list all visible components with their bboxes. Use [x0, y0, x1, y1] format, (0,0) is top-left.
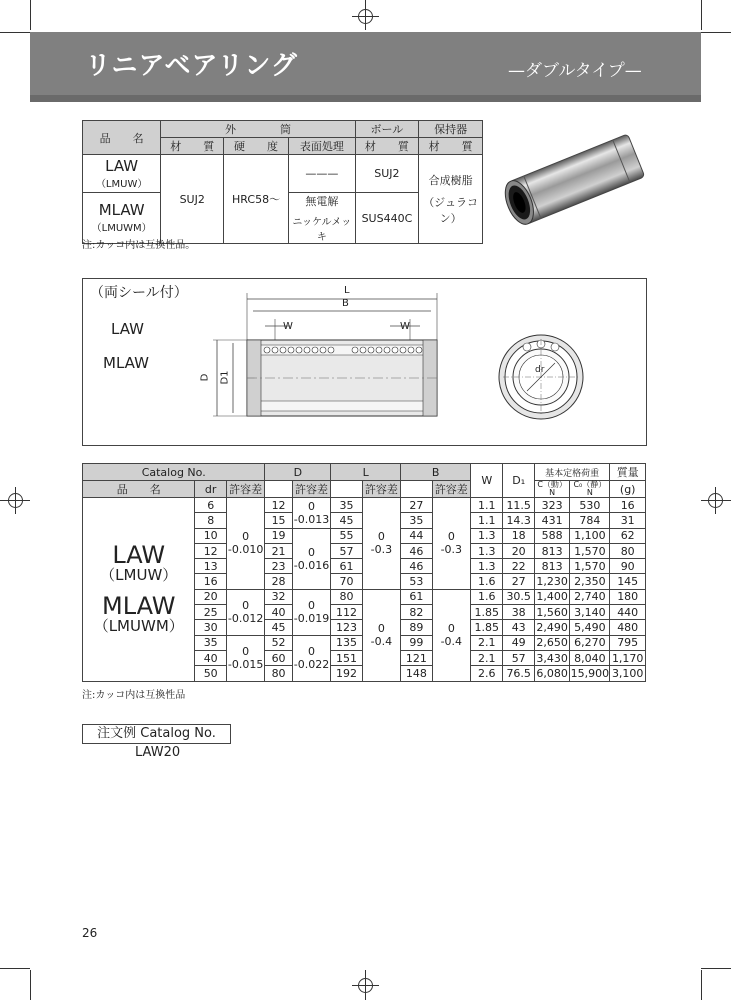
crop-mark — [30, 970, 31, 1000]
name-law — [83, 155, 161, 193]
registration-mark — [358, 978, 373, 993]
cell-C: 813 — [534, 559, 569, 574]
dim-label-W-right: W — [400, 321, 410, 332]
header-C-label: C（動） — [537, 480, 567, 489]
cell-dr: 10 — [195, 528, 226, 543]
cell-dr: 12 — [195, 543, 226, 558]
header-dr-tol: 許容差 — [226, 481, 265, 498]
cell-L: 151 — [331, 650, 362, 665]
cell-B: 61 — [401, 589, 432, 604]
cell-C0: 8,040 — [570, 650, 610, 665]
cell-D1: 49 — [503, 635, 534, 650]
name-mlaw-main: MLAW — [98, 201, 145, 219]
cell-D: 40 — [265, 605, 292, 620]
header-name: 品 名 — [83, 121, 161, 155]
page-number: 26 — [82, 926, 98, 940]
crop-mark — [701, 968, 731, 969]
name-law-sub: （LMUW） — [95, 178, 148, 190]
cell-L-tol — [362, 498, 401, 590]
dim-label-dr: dr — [535, 365, 545, 375]
surface-mlaw-line2: ニッケルメッキ — [292, 217, 352, 243]
header-D1: D₁ — [503, 464, 534, 498]
retainer-line1: 合成樹脂 — [428, 174, 473, 187]
cell-D1: 27 — [503, 574, 534, 589]
cell-D1: 30.5 — [503, 589, 534, 604]
cell-D1: 11.5 — [503, 498, 534, 513]
spec-table-body — [83, 498, 646, 682]
cell-mass: 440 — [610, 605, 646, 620]
name-mlaw-sub: （LMUWM） — [91, 223, 152, 234]
cell-dr-tol-upper: 0 — [242, 599, 250, 613]
cell-D1: 22 — [503, 559, 534, 574]
header-ball-material: 材 質 — [355, 138, 419, 155]
cell-D: 52 — [265, 635, 292, 650]
table-row — [83, 498, 646, 513]
cell-B: 35 — [401, 513, 432, 528]
cell-D1: 18 — [503, 528, 534, 543]
cell-dr: 6 — [195, 498, 226, 513]
cell-dr: 20 — [195, 589, 226, 604]
cell-C0: 15,900 — [570, 666, 610, 680]
cell-mass: 31 — [610, 513, 646, 528]
header-D: D — [265, 464, 331, 481]
cell-C: 1,400 — [536, 590, 568, 604]
product-name-cell — [83, 498, 195, 682]
cell-D-tol-upper: 0 — [308, 545, 315, 559]
cell-B: 46 — [401, 559, 432, 574]
cell-C0: 1,570 — [570, 559, 610, 574]
header-hardness: 硬 度 — [224, 138, 289, 155]
cell-mass: 62 — [610, 528, 646, 543]
cell-dr-tol-lower: -0.010 — [227, 543, 264, 557]
header-L: L — [331, 464, 401, 481]
cell-W: 1.6 — [471, 574, 503, 589]
cell-B-tol-lower: -0.4 — [440, 635, 463, 649]
cell-W: 1.3 — [471, 528, 503, 543]
cell-W: 2.1 — [471, 635, 503, 650]
cell-mass: 90 — [610, 559, 646, 574]
cell-D-tol-lower: -0.019 — [293, 612, 330, 626]
header-g: (g) — [610, 481, 646, 498]
cell-dr: 40 — [195, 650, 226, 665]
cell-D1: 38 — [503, 605, 534, 620]
cell-D-tol — [292, 589, 331, 635]
retainer-line2: （ジュラコン） — [423, 196, 478, 225]
order-example-box: 注文例 Catalog No. — [82, 724, 231, 744]
crop-mark — [0, 32, 30, 33]
bearing-photo — [495, 125, 655, 235]
material-table — [82, 120, 483, 244]
cell-C0: 6,270 — [570, 635, 610, 650]
product-name-law: LAW — [112, 541, 166, 570]
cell-D-tol-lower: -0.016 — [293, 558, 330, 572]
cell-L: 112 — [331, 605, 362, 620]
cell-C0: 1,570 — [570, 543, 610, 558]
product-name-law-sub: （LMUW） — [100, 566, 178, 585]
cell-dr: 35 — [195, 635, 226, 650]
ball-mlaw: SUS440C — [355, 193, 419, 244]
cell-B: 148 — [401, 666, 432, 681]
retainer — [419, 155, 483, 244]
cell-D: 32 — [265, 589, 292, 604]
cell-W: 1.6 — [471, 589, 503, 604]
cell-B: 53 — [401, 574, 432, 589]
cell-W: 1.1 — [471, 513, 503, 528]
cell-D: 15 — [265, 513, 292, 528]
cell-L: 192 — [331, 666, 362, 681]
header-D-blank — [265, 481, 292, 498]
cell-L: 35 — [331, 498, 362, 513]
cell-C0: 5,490 — [570, 620, 610, 635]
product-name-mlaw-sub: （LMUWM） — [93, 617, 184, 636]
cell-W: 1.85 — [471, 605, 503, 620]
header-surface: 表面処理 — [289, 138, 356, 155]
cell-D1: 20 — [503, 543, 534, 558]
cell-mass: 145 — [610, 574, 646, 589]
crop-mark — [701, 0, 702, 30]
cell-C0: 3,140 — [570, 605, 610, 620]
ball-law: SUJ2 — [355, 155, 419, 193]
cell-mass: 480 — [610, 620, 646, 635]
cell-mass: 1,170 — [610, 650, 646, 665]
cell-C: 323 — [534, 498, 569, 513]
cell-L: 80 — [331, 589, 362, 604]
cell-C0: 784 — [570, 513, 610, 528]
name-law-main: LAW — [105, 156, 139, 175]
header-C0 — [570, 481, 610, 498]
cell-dr-tol-lower: -0.015 — [227, 658, 264, 672]
crop-mark — [701, 32, 731, 33]
crop-mark — [701, 970, 702, 1000]
cell-D1: 43 — [503, 620, 534, 635]
header-outer: 外 筒 — [161, 121, 355, 138]
cell-dr: 50 — [195, 666, 226, 681]
cell-dr-tol-upper: 0 — [242, 530, 250, 544]
cell-B: 99 — [401, 635, 432, 650]
header-ball: ボール — [355, 121, 419, 138]
cell-B: 46 — [401, 543, 432, 558]
dim-label-W-left: W — [283, 321, 293, 332]
cell-W: 1.3 — [471, 559, 503, 574]
cell-B-tol-upper: 0 — [447, 622, 455, 636]
cell-dr-tol-lower: -0.012 — [227, 612, 264, 626]
cell-D-tol-upper: 0 — [308, 645, 315, 659]
cell-D: 21 — [265, 543, 292, 558]
registration-mark — [8, 493, 23, 508]
cell-B-tol — [432, 498, 471, 590]
header-D-tol: 許容差 — [292, 481, 331, 498]
cell-B: 89 — [401, 620, 432, 635]
header-stripe — [30, 95, 701, 102]
cell-D-tol — [292, 528, 331, 589]
drawing-label-law: LAW — [111, 320, 144, 338]
cell-C0: 2,350 — [570, 574, 610, 589]
cell-D-tol — [292, 635, 331, 681]
cell-W: 1.3 — [471, 543, 503, 558]
cell-dr-tol-upper: 0 — [242, 645, 250, 659]
cell-D: 80 — [265, 666, 292, 681]
cell-L: 45 — [331, 513, 362, 528]
cell-B-tol — [432, 589, 471, 681]
cell-C0: 530 — [570, 498, 610, 513]
cell-dr-tol — [226, 635, 265, 681]
cell-C: 2,490 — [536, 621, 568, 635]
cell-C: 1,560 — [536, 605, 568, 619]
header-C-unit: N — [549, 488, 556, 497]
header-material: 材 質 — [161, 138, 224, 155]
dim-label-D: D — [199, 373, 211, 382]
seal-label: （両シール付） — [90, 285, 188, 301]
end-view-drawing — [497, 333, 585, 421]
cell-C: 2,650 — [536, 636, 568, 650]
crop-mark — [30, 0, 31, 30]
cell-W: 2.1 — [471, 650, 503, 665]
header-C — [534, 481, 569, 498]
cell-B: 27 — [401, 498, 432, 513]
header-retainer-material: 材 質 — [419, 138, 483, 155]
header-W: W — [471, 464, 503, 498]
cell-dr: 16 — [195, 574, 226, 589]
cell-C: 1,230 — [536, 575, 568, 589]
drawing-label-mlaw: MLAW — [103, 354, 149, 372]
cell-L: 135 — [331, 635, 362, 650]
cell-D-tol-lower: -0.022 — [293, 658, 330, 672]
cell-C: 6,080 — [536, 666, 568, 680]
cell-mass: 16 — [610, 498, 646, 513]
cell-B-tol-lower: -0.3 — [440, 543, 463, 557]
cell-D: 28 — [265, 574, 292, 589]
product-name-mlaw: MLAW — [102, 592, 176, 621]
cell-mass: 180 — [610, 589, 646, 604]
cell-D1: 14.3 — [503, 513, 534, 528]
header-name: 品 名 — [83, 481, 195, 498]
order-example-value: LAW20 — [135, 745, 181, 760]
cell-W: 2.6 — [471, 666, 503, 681]
header-C0-label: C₀（静） — [573, 480, 607, 489]
page-subtitle: —ダブルタイプ— — [508, 61, 642, 81]
cell-B: 44 — [401, 528, 432, 543]
cell-C: 588 — [534, 528, 569, 543]
header-mass: 質量 — [610, 464, 646, 481]
outer-material: SUJ2 — [161, 155, 224, 244]
cell-mass: 3,100 — [610, 666, 646, 681]
cell-L-tol — [362, 589, 401, 681]
side-view-drawing — [195, 285, 465, 435]
cell-C: 431 — [534, 513, 569, 528]
cell-L: 57 — [331, 543, 362, 558]
dim-label-L: L — [344, 285, 350, 296]
hardness: HRC58～ — [224, 155, 289, 244]
cell-W: 1.85 — [471, 620, 503, 635]
cell-L: 55 — [331, 528, 362, 543]
cell-L: 70 — [331, 574, 362, 589]
cell-D-tol-upper: 0 — [308, 599, 315, 613]
cell-L-tol-upper: 0 — [377, 530, 385, 544]
cell-mass: 795 — [610, 635, 646, 650]
header-B-tol: 許容差 — [432, 481, 471, 498]
surface-law: ——— — [289, 155, 356, 193]
dim-label-B: B — [342, 298, 349, 309]
cell-D1: 76.5 — [503, 666, 534, 681]
surface-mlaw — [289, 193, 356, 244]
header-dr: dr — [195, 481, 226, 498]
page-title: リニアベアリング — [85, 51, 298, 81]
registration-mark — [708, 493, 723, 508]
header-B: B — [401, 464, 471, 481]
cell-L-tol-lower: -0.4 — [370, 635, 393, 649]
surface-mlaw-line1: 無電解 — [305, 195, 339, 208]
cell-L-tol-lower: -0.3 — [370, 543, 393, 557]
header-L-blank — [331, 481, 362, 498]
cell-B-tol-upper: 0 — [447, 530, 455, 544]
cell-L: 123 — [331, 620, 362, 635]
cell-D1: 57 — [503, 650, 534, 665]
crop-mark — [0, 968, 30, 969]
cell-dr: 25 — [195, 605, 226, 620]
cell-dr-tol — [226, 498, 265, 590]
cell-L-tol-upper: 0 — [377, 622, 385, 636]
cell-D-tol-lower: -0.013 — [293, 512, 330, 526]
cell-dr: 13 — [195, 559, 226, 574]
cell-mass: 80 — [610, 543, 646, 558]
cell-D-tol-upper: 0 — [308, 499, 315, 513]
cell-B: 121 — [401, 650, 432, 665]
cell-D: 23 — [265, 559, 292, 574]
dim-label-D1: D1 — [219, 370, 231, 385]
cell-C0: 1,100 — [570, 528, 610, 543]
cell-L: 61 — [331, 559, 362, 574]
cell-C0: 2,740 — [570, 589, 610, 604]
cell-dr: 30 — [195, 620, 226, 635]
cell-D-tol — [292, 498, 331, 529]
cell-B: 82 — [401, 605, 432, 620]
header-C0-unit: N — [586, 488, 593, 497]
cell-D: 12 — [265, 498, 292, 513]
header-B-blank — [401, 481, 432, 498]
cell-dr: 8 — [195, 513, 226, 528]
header-load: 基本定格荷重 — [534, 464, 610, 481]
cell-W: 1.1 — [471, 498, 503, 513]
cell-D: 45 — [265, 620, 292, 635]
spec-table — [82, 463, 646, 682]
cell-C: 813 — [534, 543, 569, 558]
note-bottom: 注:カッコ内は互換性品 — [82, 690, 186, 701]
registration-mark — [358, 9, 373, 24]
cell-dr-tol — [226, 589, 265, 635]
header-catalog: Catalog No. — [83, 464, 265, 481]
note-top: 注:カッコ内は互換性品。 — [82, 240, 196, 251]
cell-C: 3,430 — [536, 651, 568, 665]
cell-D: 19 — [265, 528, 292, 543]
header-retainer: 保持器 — [419, 121, 483, 138]
cell-D: 60 — [265, 650, 292, 665]
header-L-tol: 許容差 — [362, 481, 401, 498]
